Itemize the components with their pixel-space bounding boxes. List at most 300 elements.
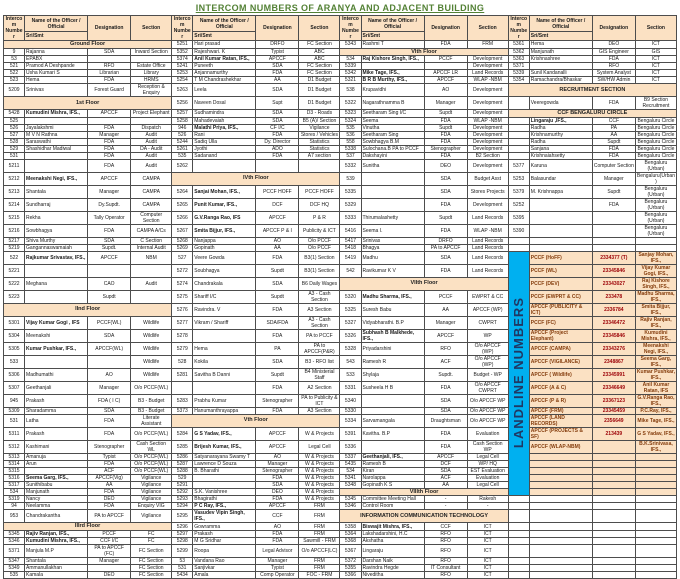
intercom-number-cell: 5283	[172, 394, 193, 407]
section-cell: FRM	[299, 557, 340, 564]
designation-cell: FDA	[88, 77, 131, 84]
officer-name-cell: Amala	[193, 571, 256, 578]
section-cell: FOC - FRM	[299, 571, 340, 578]
intercom-number-cell: 5341	[340, 474, 361, 481]
intercom-number-cell: 558	[340, 138, 361, 145]
officer-name-cell: Ravindra Hegde	[361, 564, 424, 571]
intercom-number-cell: 539	[340, 172, 361, 185]
intercom-number-header: Intercom Number	[4, 16, 25, 41]
officer-name-cell: Srinivas	[25, 84, 88, 97]
officer-name-cell: Lingaraju ,IFS.,	[529, 117, 592, 124]
intercom-number-cell: 5330	[340, 407, 361, 414]
officer-name-cell: Sowbhagya	[25, 224, 88, 237]
intercom-number-cell	[508, 97, 529, 110]
officer-name-cell	[529, 557, 592, 564]
landline-number-cell: 2348867	[592, 355, 635, 368]
officer-name-cell	[529, 564, 592, 571]
section-cell	[635, 544, 676, 557]
table-row	[4, 48, 677, 56]
designation-cell: SDA	[88, 407, 131, 414]
floor-band: INFORMATION COMMUNICATION TECHNOLOGY	[340, 510, 508, 523]
section-cell: Vigilance	[131, 510, 172, 523]
designation-cell: SDA	[256, 117, 299, 124]
table-row	[4, 440, 677, 453]
landline-label-cell: APCCF (FRM)	[529, 407, 592, 414]
intercom-number-cell: 53	[172, 557, 193, 564]
section-cell	[635, 557, 676, 564]
designation-cell: Stenographer	[256, 394, 299, 407]
intercom-number-cell: 5374	[172, 56, 193, 63]
table-row	[4, 237, 677, 244]
officer-name-cell: Akshatha	[361, 537, 424, 544]
designation-cell: FDA ( I C)	[88, 394, 131, 407]
intercom-number-cell: 533	[340, 368, 361, 381]
officer-name-cell: Niveditha	[361, 571, 424, 578]
intercom-number-cell: 527	[172, 251, 193, 264]
section-cell: B3 - Budget	[131, 394, 172, 407]
landline-label-cell: APCCF (P & R)	[529, 394, 592, 407]
section-cell: C Section	[131, 237, 172, 244]
table-row	[4, 41, 677, 49]
designation-cell: Librarian	[88, 70, 131, 77]
officer-name-cell: Biswajit Mishra, IFS.,	[361, 523, 424, 531]
designation-cell: APCCF	[88, 110, 131, 118]
designation-cell: FDA	[424, 117, 467, 124]
designation-cell: APCCF	[424, 329, 467, 342]
section-cell: Wildlife	[131, 316, 172, 329]
section-cell: Land Records	[467, 244, 508, 251]
officer-name-cell: Usha Kumari S	[25, 70, 88, 77]
section-cell: O/o APCCF (WP)	[467, 355, 508, 368]
section-cell: D1 Budget	[299, 77, 340, 84]
designation-cell	[424, 63, 467, 70]
intercom-number-cell	[172, 381, 193, 394]
designation-cell: SDA	[424, 467, 467, 474]
section-cell: Legal Cell	[467, 481, 508, 488]
designation-cell: -	[424, 503, 467, 510]
officer-name-cell: B R B Murthy, IFS.,	[361, 77, 424, 84]
section-cell: FC Section	[131, 564, 172, 571]
landline-label-cell	[529, 460, 592, 467]
section-header: Section	[635, 16, 676, 41]
landline-name-cell: Raj Kishore Singh, IFS.,	[635, 277, 676, 290]
table-row	[4, 56, 677, 63]
officer-name-cell: Neelamma	[25, 503, 88, 510]
intercom-number-cell: 5258	[172, 117, 193, 124]
intercom-number-cell: 522	[4, 70, 25, 77]
designation-cell	[88, 564, 131, 571]
intercom-number-cell	[508, 145, 529, 152]
officer-name-cell: Shantala	[25, 557, 88, 564]
officer-name-cell: Puneeth	[193, 63, 256, 70]
landline-number-cell: 23345846	[592, 329, 635, 342]
officer-name-cell: Latha	[25, 414, 88, 427]
designation-cell: Comp Operator	[256, 571, 299, 578]
section-cell: Reception & Enquiry	[131, 84, 172, 97]
officer-name-cell: Subhash B Malkhede, IFS.,	[361, 329, 424, 342]
intercom-number-cell: 5355	[340, 564, 361, 571]
section-cell: O/o PCCF	[299, 244, 340, 251]
intercom-number-cell	[508, 564, 529, 571]
section-cell: ICT	[467, 564, 508, 571]
intercom-number-cell: 5332	[340, 159, 361, 172]
officer-name-cell: M V N Rathna	[25, 131, 88, 138]
designation-cell: ACF	[424, 355, 467, 368]
officer-name-cell: Kokila	[193, 355, 256, 368]
designation-cell: FDA	[88, 224, 131, 237]
intercom-number-cell: 5358	[340, 523, 361, 531]
officer-name-cell: Sarvamangala	[361, 414, 424, 427]
intercom-number-cell: 5263	[172, 84, 193, 97]
officer-name-cell: Kumudini Mishra, IFS.,	[25, 537, 88, 544]
intercom-number-cell: 5346	[4, 537, 25, 544]
intercom-number-cell: 538	[340, 84, 361, 97]
intercom-number-cell: 5367	[340, 544, 361, 557]
table-row	[4, 530, 677, 537]
landline-label-cell: APCCF (LAND RECORDS)	[529, 414, 592, 427]
designation-cell: Manager	[88, 557, 131, 564]
designation-cell: FDA	[256, 329, 299, 342]
section-cell: O/o PCCF(WL)	[131, 460, 172, 467]
officer-name-cell: Seetharam Sing I/C	[361, 110, 424, 118]
officer-name-cell: G.V.Ranga Rao, IFS	[193, 211, 256, 224]
designation-header: Designation	[256, 16, 299, 41]
section-cell: Budget Asst	[467, 172, 508, 185]
officer-name-cell: Leela	[193, 84, 256, 97]
section-cell: B3(1) Section	[299, 264, 340, 277]
section-cell: Audit	[131, 138, 172, 145]
designation-cell: FDA	[592, 152, 635, 159]
designation-cell: FDA	[424, 427, 467, 440]
intercom-number-cell: 5221	[4, 264, 25, 277]
officer-name-cell: Sudhamindra	[193, 110, 256, 118]
landline-number-cell	[592, 488, 635, 496]
officer-name-cell: Krupavidhi	[361, 84, 424, 97]
section-cell: Bengaluru (Urban)	[635, 224, 676, 237]
intercom-number-cell: 94	[4, 503, 25, 510]
designation-cell	[592, 503, 635, 510]
intercom-number-cell: 5214	[4, 198, 25, 211]
section-cell: ICT	[467, 571, 508, 578]
section-cell	[635, 244, 676, 251]
designation-header: Designation	[88, 16, 131, 41]
intercom-number-cell: 5345	[4, 530, 25, 537]
landline-label-cell: APCCF (PUBLICITY & ICT)	[529, 303, 592, 316]
officer-name-cell: G S Yadav, IFS.,	[193, 427, 256, 440]
table-header	[4, 16, 677, 41]
officer-name-cell: Bhagya	[361, 244, 424, 251]
table-row	[4, 481, 677, 488]
section-cell: Bengaluru (Urban)	[635, 185, 676, 198]
designation-cell: FDA	[424, 381, 467, 394]
designation-cell: Tally Operator	[88, 211, 131, 224]
designation-cell: AA	[88, 481, 131, 488]
intercom-directory-table	[3, 15, 677, 579]
officer-name-cell: Hema	[529, 41, 592, 49]
officer-name-cell: Rekha	[25, 211, 88, 224]
table-row	[4, 84, 677, 97]
officer-name-cell	[25, 152, 88, 159]
officer-name-cell: T M Chandrashekhar	[193, 77, 256, 84]
intercom-number-cell: 5327	[340, 316, 361, 329]
designation-cell: RFO	[424, 342, 467, 355]
section-cell: Vigilance	[131, 488, 172, 496]
section-cell: B2 Section	[467, 152, 508, 159]
section-cell: EST Evaluation	[467, 467, 508, 474]
intercom-number-cell	[508, 117, 529, 124]
designation-cell: SDA	[88, 48, 131, 56]
intercom-number-cell: 5323	[340, 110, 361, 118]
intercom-number-cell: 5274	[172, 277, 193, 290]
section-cell: A3 Section	[299, 303, 340, 316]
intercom-number-cell: 5288	[172, 467, 193, 474]
designation-cell	[592, 523, 635, 531]
designation-cell: FDA	[592, 97, 635, 110]
intercom-number-cell: 5324	[340, 117, 361, 124]
designation-cell: DEO	[88, 571, 131, 578]
officer-name-cell: Balasundar	[529, 172, 592, 185]
officer-name-cell: Lawrence D Souza	[193, 460, 256, 467]
designation-cell: AA	[256, 244, 299, 251]
designation-cell: AO	[256, 453, 299, 460]
section-cell: O/o APCCF(LC)	[299, 544, 340, 557]
designation-header: Designation	[424, 16, 467, 41]
floor-band: RECRUITMENT SECTION	[508, 84, 676, 97]
officer-name-cell: Radha	[529, 124, 592, 131]
designation-cell: DEO	[88, 496, 131, 503]
landline-number-cell	[592, 481, 635, 488]
intercom-number-cell: 536	[340, 131, 361, 138]
section-cell: W & Projects	[299, 453, 340, 460]
intercom-number-cell: 5253	[172, 70, 193, 77]
table-row	[4, 198, 677, 211]
intercom-number-cell: 5372	[340, 557, 361, 564]
intercom-number-cell: 5316	[4, 474, 25, 481]
section-cell: Development	[467, 159, 508, 172]
section-cell: CAMPA	[131, 172, 172, 185]
designation-cell: APCCF LR	[424, 70, 467, 77]
intercom-number-cell: 5251	[172, 41, 193, 49]
officer-name-cell	[25, 159, 88, 172]
table-row	[4, 571, 677, 578]
officer-name-cell	[361, 394, 424, 407]
intercom-number-cell: 525	[4, 117, 25, 124]
section-cell: Development	[467, 131, 508, 138]
designation-cell: Supdt	[256, 290, 299, 303]
designation-cell: APCCF	[424, 77, 467, 84]
designation-cell	[88, 355, 131, 368]
officer-name-cell: M G Sridhar	[193, 537, 256, 544]
table-row	[4, 453, 677, 460]
landline-number-cell: 233478	[592, 290, 635, 303]
section-cell: W & Projects	[299, 488, 340, 496]
intercom-number-cell: 5296	[172, 523, 193, 531]
section-header: Section	[299, 16, 340, 41]
designation-cell: FDA	[88, 414, 131, 427]
intercom-number-cell: 5321	[340, 77, 361, 84]
designation-cell	[592, 571, 635, 578]
designation-cell: FDA	[88, 460, 131, 467]
table-row	[4, 503, 677, 510]
designation-cell	[592, 244, 635, 251]
table-row	[4, 407, 677, 414]
section-cell	[299, 159, 340, 172]
section-cell: Enquiry VIG	[131, 503, 172, 510]
intercom-number-cell: 5264	[172, 185, 193, 198]
officer-name-cell: Ramesh B	[361, 460, 424, 467]
officer-name-cell: Sanjivkar	[193, 564, 256, 571]
intercom-number-cell: 5366	[340, 571, 361, 578]
section-cell: O/o PCCF	[299, 237, 340, 244]
section-cell: Development	[467, 97, 508, 110]
intercom-number-cell: 5212	[4, 172, 25, 185]
officer-name-cell: Jyothi	[193, 145, 256, 152]
officer-honorific-label: Sri/Smt	[194, 32, 212, 39]
table-row	[4, 152, 677, 159]
intercom-number-cell: 5216	[4, 224, 25, 237]
section-cell: WLAP -NBM	[467, 117, 508, 124]
designation-cell: Stenographer	[256, 467, 299, 474]
officer-name-cell: B. Bharathi	[193, 467, 256, 474]
designation-cell: CCF	[424, 523, 467, 531]
officer-name-cell	[25, 290, 88, 303]
intercom-number-cell: 5346	[340, 503, 361, 510]
table-row	[4, 117, 677, 124]
intercom-number-cell	[508, 152, 529, 159]
intercom-number-cell: 5363	[508, 56, 529, 63]
intercom-number-cell: 5379	[508, 185, 529, 198]
designation-cell	[88, 117, 131, 124]
officer-name-cell: Gangannaswamaiah	[25, 244, 88, 251]
officer-name-cell: Sadiq Ulla	[193, 138, 256, 145]
landline-label-cell: APCCF ( Wildlife)	[529, 368, 592, 381]
designation-cell: FDA	[256, 530, 299, 537]
intercom-number-cell: 5345	[340, 496, 361, 503]
intercom-number-cell: 5244	[172, 138, 193, 145]
designation-cell: Supdt	[424, 211, 467, 224]
intercom-number-cell	[508, 138, 529, 145]
officer-name-cell: Rashmi T	[361, 41, 424, 49]
designation-cell: Manager	[88, 131, 131, 138]
designation-cell: Supdt	[256, 368, 299, 381]
intercom-number-cell: 5256	[172, 97, 193, 110]
intercom-number-cell: 5322	[340, 97, 361, 110]
landline-number-cell: 213439	[592, 427, 635, 440]
officer-name-cell: Karuna	[529, 159, 592, 172]
officer-name-cell: Hanumanthrayappa	[193, 407, 256, 414]
designation-cell: FDA	[88, 488, 131, 496]
section-cell: Budget - WP	[467, 368, 508, 381]
landline-label-cell	[529, 467, 592, 474]
intercom-number-cell: 5339	[340, 63, 361, 70]
landline-label-cell	[529, 481, 592, 488]
officer-name-cell: Nanjappa	[193, 237, 256, 244]
officer-name-cell: Kavitha. B.P	[361, 427, 424, 440]
floor-band: IVth Floor	[172, 172, 340, 185]
section-cell: HRMS	[131, 77, 172, 84]
officer-name-cell: Anjannamurthy	[193, 70, 256, 77]
intercom-number-cell: 5254	[172, 77, 193, 84]
designation-cell: FDA	[424, 264, 467, 277]
officer-name-cell: S.K. Vanishree	[193, 488, 256, 496]
officer-name-cell: Malathi Priya, IFS.,	[193, 124, 256, 131]
landline-number-cell: 23346472	[592, 316, 635, 329]
section-cell: WP/ HQ	[467, 460, 508, 467]
section-cell: D1 Budget	[299, 97, 340, 110]
intercom-number-cell: 5352	[172, 48, 193, 56]
intercom-number-cell	[508, 557, 529, 564]
designation-cell: PA to APCCF	[424, 244, 467, 251]
designation-cell: APCCF	[256, 211, 299, 224]
section-cell: Development	[467, 56, 508, 63]
landline-number-cell	[592, 453, 635, 460]
intercom-number-cell: 5297	[172, 530, 193, 537]
officer-name-cell: Kumar Pushkar, IFS.,	[25, 342, 88, 355]
officer-name-cell	[529, 510, 592, 523]
intercom-number-cell: 523	[4, 77, 25, 84]
intercom-number-cell: 535	[340, 124, 361, 131]
officer-name-cell: Saraswathi	[25, 138, 88, 145]
section-cell: O/o APCCF WP	[467, 414, 508, 427]
officer-name-cell	[193, 329, 256, 342]
officer-name-cell: Krishnamurthy	[529, 131, 592, 138]
section-cell: Statistics	[299, 138, 340, 145]
designation-cell: SDA	[256, 481, 299, 488]
designation-cell: Manager	[256, 460, 299, 467]
intercom-number-cell: 542	[340, 264, 361, 277]
designation-cell	[592, 224, 635, 237]
floor-band: 1st Floor	[4, 97, 172, 110]
section-cell: Audit	[131, 277, 172, 290]
intercom-number-cell: 537	[340, 152, 361, 159]
section-cell: P & R	[299, 211, 340, 224]
intercom-number-cell: 5285	[172, 440, 193, 453]
landline-number-cell: 23343276	[592, 342, 635, 355]
intercom-number-cell	[508, 544, 529, 557]
section-cell	[131, 264, 172, 277]
floor-band: Ground Floor	[4, 41, 172, 49]
designation-cell: CCF I/C	[88, 537, 131, 544]
officer-name-cell: EPABX	[25, 56, 88, 63]
floor-band: IInd Floor	[4, 303, 172, 316]
officer-name-cell	[193, 381, 256, 394]
section-cell: A2 Section	[299, 381, 340, 394]
section-cell: ICT	[635, 56, 676, 63]
section-cell: PA to APCCF(P&R)	[299, 342, 340, 355]
officer-name-cell: Meenakshi Negi, IFS.,	[25, 172, 88, 185]
officer-name-cell: Shylaja	[361, 368, 424, 381]
designation-header: Designation	[592, 16, 635, 41]
officer-name-cell: Brijesh Kumar, IFS.,	[193, 440, 256, 453]
intercom-number-cell: 5340	[340, 394, 361, 407]
officer-name-header-label: Name of the Officer / Official	[25, 17, 87, 32]
intercom-number-cell: 5299	[172, 544, 193, 557]
landline-label-cell: PCCF (HoFF)	[529, 251, 592, 264]
officer-name-cell	[25, 117, 88, 124]
section-cell: Audit	[131, 152, 172, 159]
officer-name-cell: P C Ray, IFS.,	[193, 503, 256, 510]
intercom-number-cell: 5275	[172, 290, 193, 303]
designation-cell: Manager	[592, 172, 635, 185]
intercom-number-cell: 5335	[340, 185, 361, 198]
intercom-number-cell: 5314	[4, 460, 25, 467]
officer-name-cell	[361, 63, 424, 70]
section-cell: B4 Ministerial Staff	[299, 368, 340, 381]
designation-cell: Draughtsman	[424, 414, 467, 427]
intercom-number-header: Intercom Number	[508, 16, 529, 41]
officer-name-cell: Prabhu Kumar	[193, 394, 256, 407]
officer-name-cell: Meghana	[25, 277, 88, 290]
